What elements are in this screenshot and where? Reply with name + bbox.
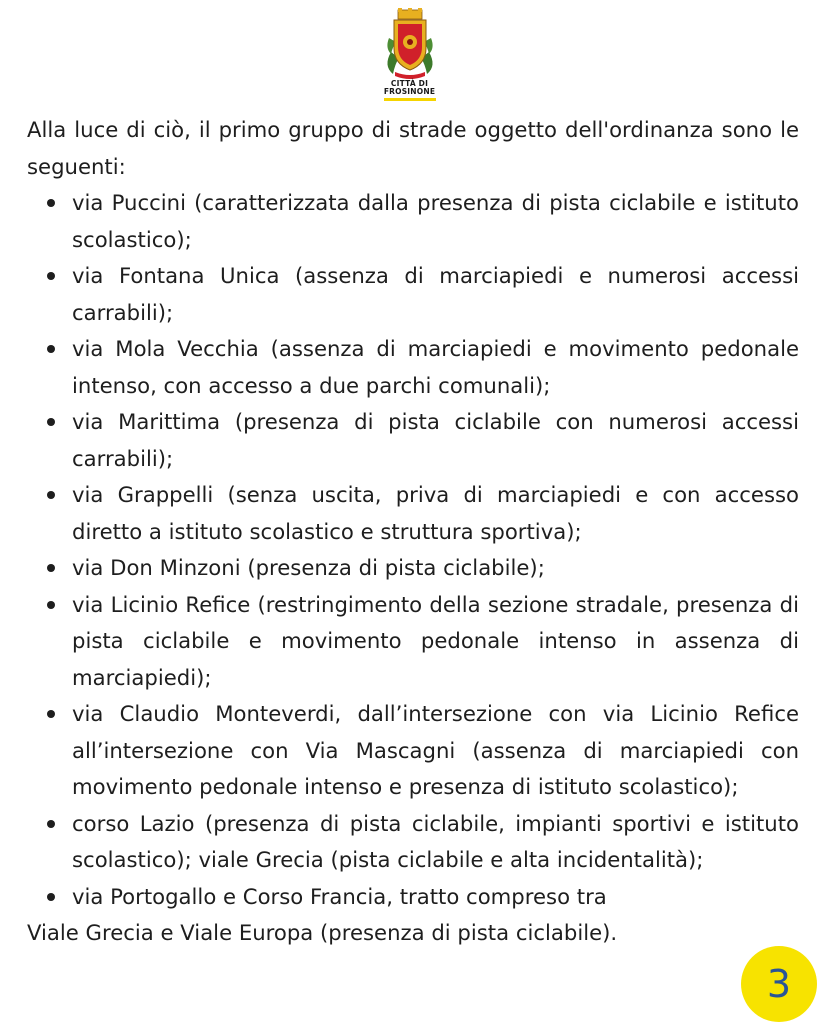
list-item	[27, 879, 799, 916]
street-text: via Portogallo e Corso Francia, tratto compreso tra	[72, 883, 607, 909]
street-text: corso Lazio (presenza di pista ciclabile, impianti sportivi e istituto scolastico); viale Grecia (pista ciclabile e alta incidentalità);	[72, 810, 799, 872]
list-item	[27, 185, 799, 258]
header-accent-bar	[384, 98, 436, 101]
bullet-icon	[47, 272, 55, 280]
bullet-icon	[47, 345, 55, 353]
list-item	[27, 477, 799, 550]
list-item	[27, 806, 799, 879]
bullet-icon	[47, 820, 55, 828]
city-coat-of-arms	[381, 8, 439, 80]
street-text: via Fontana Unica (assenza di marciapiedi e numerosi accessi carrabili);	[72, 263, 799, 325]
city-name-line1: CITTÀ DI	[390, 79, 429, 88]
list-item	[27, 696, 799, 806]
bullet-icon	[47, 418, 55, 426]
street-text: via Grappelli (senza uscita, priva di marciapiedi e con accesso diretto a istituto scolastico e struttura sportiva);	[72, 482, 799, 544]
bullet-icon	[47, 893, 55, 901]
street-text: via Don Minzoni (presenza di pista ciclabile);	[72, 555, 545, 580]
bullet-icon	[47, 710, 55, 718]
document-body	[27, 112, 799, 952]
bullet-icon	[47, 491, 55, 499]
bullet-icon	[47, 564, 55, 572]
list-item	[27, 587, 799, 697]
street-text: via Claudio Monteverdi, dall’intersezione con via Licinio Refice all’intersezione con Via Mascagni (assenza di marciapiedi con movimento pedonale intenso e presenza di istituto scolastico);	[72, 701, 799, 799]
list-item	[27, 404, 799, 477]
city-name-line2: FROSINONE	[383, 87, 436, 96]
page-number-badge: 3	[741, 946, 817, 1022]
street-text: via Puccini (caratterizzata dalla presenza di pista ciclabile e istituto scolastico);	[72, 190, 799, 252]
bullet-icon	[47, 601, 55, 609]
street-text: via Licinio Refice (restringimento della sezione stradale, presenza di pista ciclabile e movimento pedonale intenso in assenza di marciapiedi);	[72, 591, 799, 690]
intro-paragraph: Alla luce di ciò, il primo gruppo di strade oggetto dell'ordinanza sono le seguenti:	[27, 117, 799, 179]
list-item	[27, 331, 799, 404]
street-text: via Marittima (presenza di pista ciclabile con numerosi accessi carrabili);	[72, 409, 799, 471]
bullet-icon	[47, 199, 55, 207]
list-item	[27, 550, 799, 587]
document-header	[0, 8, 819, 101]
street-list	[27, 185, 799, 915]
closing-line: Viale Grecia e Viale Europa (presenza di pista ciclabile).	[27, 920, 618, 945]
street-text: via Mola Vecchia (assenza di marciapiedi e movimento pedonale intenso, con accesso a due parchi comunali);	[72, 336, 799, 398]
list-item	[27, 258, 799, 331]
